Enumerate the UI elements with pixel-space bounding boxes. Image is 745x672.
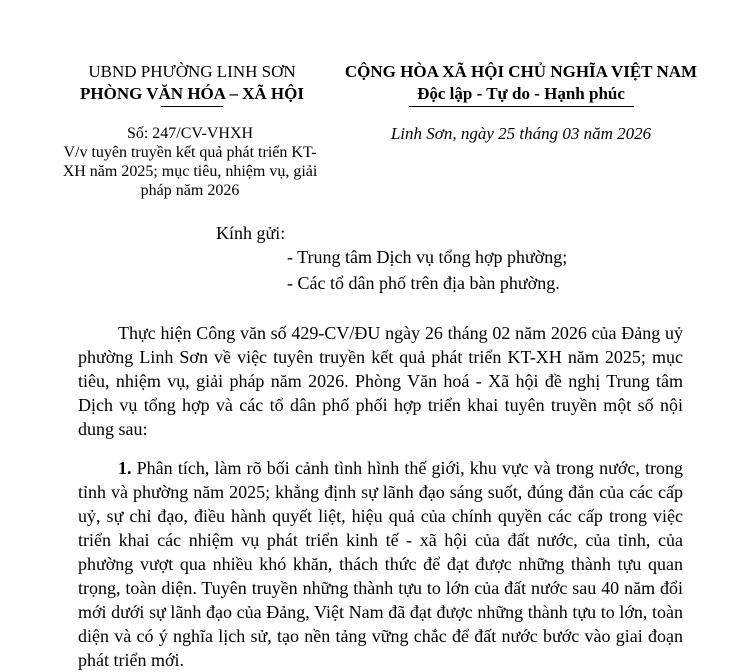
recipient-item: - Trung tâm Dịch vụ tổng hợp phường; — [287, 247, 568, 267]
issuing-agency-block — [62, 61, 322, 107]
item-1-paragraph — [78, 456, 683, 672]
intro-paragraph: Thực hiện Công văn số 429-CV/ĐU ngày 26 tháng 02 năm 2026 của Đảng uỷ phường Linh Sơn về việc tuyên truyền kết quả phát triển KT-XH năm 2025; mục tiêu, nhiệm vụ, giải pháp năm 2026. Phòng Văn hoá - Xã hội đề nghị Trung tâm Dịch vụ tổng hợp và các tổ dân phố phối hợp triển khai tuyên truyền một số nội dung sau: — [78, 323, 683, 439]
parent-organization: UBND PHƯỜNG LINH SƠN — [88, 62, 296, 81]
document-reference — [60, 124, 320, 200]
issuing-organization: PHÒNG VĂN HÓA – XÃ HỘI — [79, 84, 304, 103]
national-title-block — [342, 61, 700, 107]
national-title: CỘNG HÒA XÃ HỘI CHỦ NGHĨA VIỆT NAM — [344, 62, 698, 81]
greeting: Kính gửi: — [216, 223, 286, 243]
recipient-list — [287, 244, 567, 296]
place-and-date: Linh Sơn, ngày 25 tháng 03 năm 2026 — [390, 124, 652, 143]
item-1-number: 1. — [118, 458, 132, 478]
motto-underline — [409, 106, 634, 107]
document-number: Số: 247/CV-VHXH — [126, 125, 254, 142]
agency-underline — [161, 106, 223, 107]
national-motto: Độc lập - Tự do - Hạnh phúc — [417, 84, 625, 103]
document-subject: V/v tuyên truyền kết quả phát triển KT-XH năm 2025; mục tiêu, nhiệm vụ, giải pháp năm 2026 — [62, 144, 318, 199]
item-1-text: Phân tích, làm rõ bối cảnh tình hình thế giới, khu vực và trong nước, trong tỉnh và phường năm 2025; khẳng định sự lãnh đạo sáng suốt, đúng đắn của các cấp uỷ, sự chỉ đạo, điều hành quyết liệt, hiệu quả của chính quyền các cấp trong việc triển khai các nhiệm vụ phát triển kinh tế - xã hội của đất nước, của tỉnh, của phường vượt qua nhiều khó khăn, thách thức để đạt được những thành tựu quan trọng, toàn diện. Tuyên truyền những thành tựu to lớn của đất nước sau 40 năm đổi mới dưới sự lãnh đạo của Đảng, Việt Nam đã đạt được những thành tựu to lớn, toàn diện và có ý nghĩa lịch sử, tạo nền tảng vững chắc để đất nước bước vào giai đoạn phát triển mới. — [78, 458, 684, 670]
recipient-item: - Các tổ dân phố trên địa bàn phường. — [287, 273, 560, 293]
